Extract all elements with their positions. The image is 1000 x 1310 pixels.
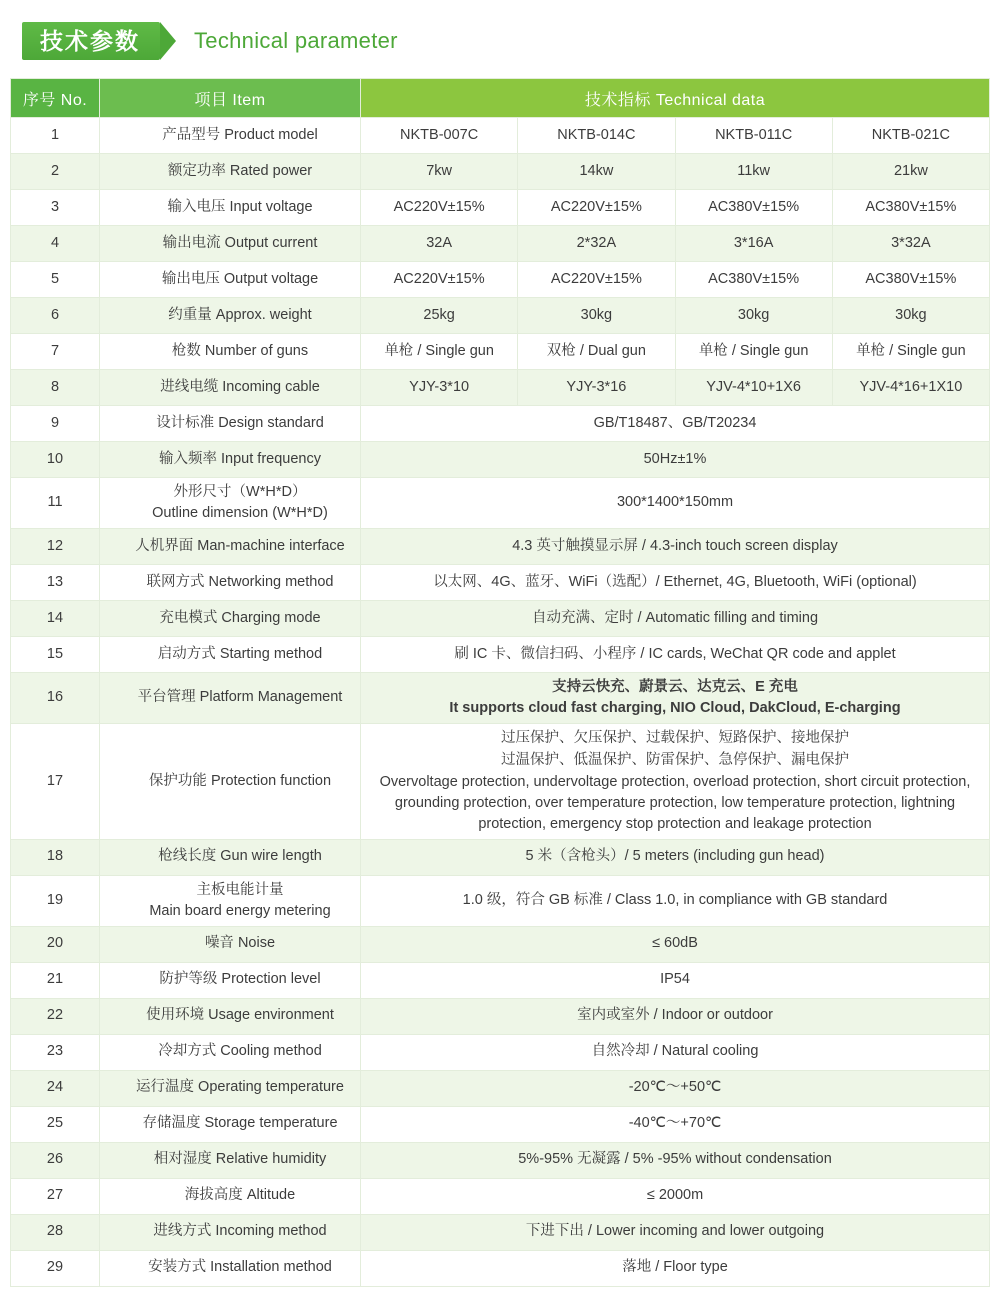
table-row — [11, 1250, 990, 1286]
cell-item — [100, 875, 361, 926]
cell-value: 自然冷却 / Natural cooling — [361, 1034, 990, 1070]
cell-value: NKTB-021C — [832, 118, 989, 154]
cell-value: 11kw — [675, 154, 832, 190]
cell-item: 枪数 Number of guns — [100, 334, 361, 370]
table-body — [11, 118, 990, 1287]
cell-item: 输入电压 Input voltage — [100, 190, 361, 226]
cell-item-line: Main board energy metering — [149, 902, 331, 919]
table-row — [11, 1214, 990, 1250]
cell-item: 输入频率 Input frequency — [100, 442, 361, 478]
table-row — [11, 190, 990, 226]
cell-value — [361, 724, 990, 840]
cell-item: 使用环境 Usage environment — [100, 998, 361, 1034]
table-row — [11, 226, 990, 262]
page-header — [10, 0, 990, 70]
cell-no: 1 — [11, 118, 100, 154]
cell-no: 12 — [11, 529, 100, 565]
cell-item: 约重量 Approx. weight — [100, 298, 361, 334]
cell-no: 14 — [11, 601, 100, 637]
cell-value: 3*32A — [832, 226, 989, 262]
table-row — [11, 118, 990, 154]
cell-value: 30kg — [675, 298, 832, 334]
cell-item: 充电模式 Charging mode — [100, 601, 361, 637]
cell-value-line: Overvoltage protection, undervoltage protection, overload protection, short circuit protection, — [379, 773, 971, 790]
cell-no: 24 — [11, 1070, 100, 1106]
cell-value-line: protection, emergency stop protection and leakage protection — [478, 815, 872, 832]
cell-value: 5 米（含枪头）/ 5 meters (including gun head) — [361, 839, 990, 875]
table-row — [11, 601, 990, 637]
cell-value: AC220V±15% — [518, 190, 675, 226]
cell-value: 3*16A — [675, 226, 832, 262]
cell-value: 300*1400*150mm — [361, 478, 990, 529]
cell-value: 1.0 级，符合 GB 标准 / Class 1.0, in compliance with GB standard — [361, 875, 990, 926]
cell-no: 28 — [11, 1214, 100, 1250]
cell-value: NKTB-007C — [361, 118, 518, 154]
cell-no: 26 — [11, 1142, 100, 1178]
table-header — [11, 79, 990, 118]
table-row — [11, 478, 990, 529]
cell-item: 存储温度 Storage temperature — [100, 1106, 361, 1142]
cell-item: 平台管理 Platform Management — [100, 673, 361, 724]
cell-item: 人机界面 Man-machine interface — [100, 529, 361, 565]
cell-value: AC220V±15% — [518, 262, 675, 298]
cell-value: 双枪 / Dual gun — [518, 334, 675, 370]
cell-value: IP54 — [361, 962, 990, 998]
table-row — [11, 298, 990, 334]
cell-item: 安装方式 Installation method — [100, 1250, 361, 1286]
cell-value: 25kg — [361, 298, 518, 334]
cell-item: 进线电缆 Incoming cable — [100, 370, 361, 406]
cell-no: 2 — [11, 154, 100, 190]
cell-no: 29 — [11, 1250, 100, 1286]
cell-item-line: Outline dimension (W*H*D) — [152, 505, 328, 522]
cell-item — [100, 478, 361, 529]
table-row — [11, 673, 990, 724]
cell-no: 10 — [11, 442, 100, 478]
cell-no: 20 — [11, 926, 100, 962]
cell-value-line: 支持云快充、蔚景云、达克云、E 充电 — [552, 679, 798, 696]
cell-no: 4 — [11, 226, 100, 262]
cell-value: 刷 IC 卡、微信扫码、小程序 / IC cards, WeChat QR code and applet — [361, 637, 990, 673]
cell-value: 30kg — [518, 298, 675, 334]
cell-item: 设计标准 Design standard — [100, 406, 361, 442]
cell-no: 25 — [11, 1106, 100, 1142]
cell-value: 2*32A — [518, 226, 675, 262]
cell-no: 21 — [11, 962, 100, 998]
cell-item: 输出电压 Output voltage — [100, 262, 361, 298]
cell-value: 落地 / Floor type — [361, 1250, 990, 1286]
cell-no: 6 — [11, 298, 100, 334]
cell-value-line: 过温保护、低温保护、防雷保护、急停保护、漏电保护 — [501, 751, 849, 768]
cell-value: 下进下出 / Lower incoming and lower outgoing — [361, 1214, 990, 1250]
cell-item-line: 主板电能计量 — [196, 881, 284, 898]
cell-item-line: 外形尺寸（W*H*D） — [173, 484, 307, 500]
cell-value: YJV-4*10+1X6 — [675, 370, 832, 406]
cell-value: AC220V±15% — [361, 190, 518, 226]
cell-value: 21kw — [832, 154, 989, 190]
cell-value-line: It supports cloud fast charging, NIO Cloud, DakCloud, E-charging — [449, 700, 901, 717]
cell-no: 19 — [11, 875, 100, 926]
cell-value: 50Hz±1% — [361, 442, 990, 478]
cell-value: AC380V±15% — [832, 262, 989, 298]
cell-no: 5 — [11, 262, 100, 298]
cell-value: NKTB-014C — [518, 118, 675, 154]
cell-value: ≤ 2000m — [361, 1178, 990, 1214]
cell-value: 单枪 / Single gun — [832, 334, 989, 370]
table-row — [11, 724, 990, 840]
table-row — [11, 1142, 990, 1178]
table-row — [11, 1106, 990, 1142]
cell-value: 7kw — [361, 154, 518, 190]
cell-no: 15 — [11, 637, 100, 673]
cell-item: 输出电流 Output current — [100, 226, 361, 262]
cell-value: 32A — [361, 226, 518, 262]
cell-value: 5%-95% 无凝露 / 5% -95% without condensation — [361, 1142, 990, 1178]
cell-item: 进线方式 Incoming method — [100, 1214, 361, 1250]
table-row — [11, 442, 990, 478]
cell-value: -20℃～+50℃ — [361, 1070, 990, 1106]
cell-no: 3 — [11, 190, 100, 226]
cell-value-line: grounding protection, over temperature protection, low temperature protection, lightning — [394, 794, 956, 811]
cell-no: 23 — [11, 1034, 100, 1070]
cell-item: 防护等级 Protection level — [100, 962, 361, 998]
column-header-item: 项目 Item — [100, 79, 361, 118]
cell-value: AC380V±15% — [675, 190, 832, 226]
cell-value: 室内或室外 / Indoor or outdoor — [361, 998, 990, 1034]
cell-value: 单枪 / Single gun — [361, 334, 518, 370]
cell-value: 以太网、4G、蓝牙、WiFi（选配）/ Ethernet, 4G, Bluetooth, WiFi (optional) — [361, 565, 990, 601]
cell-no: 16 — [11, 673, 100, 724]
cell-no: 13 — [11, 565, 100, 601]
table-row — [11, 1178, 990, 1214]
table-row — [11, 962, 990, 998]
table-row — [11, 262, 990, 298]
cell-item: 冷却方式 Cooling method — [100, 1034, 361, 1070]
cell-no: 11 — [11, 478, 100, 529]
cell-no: 9 — [11, 406, 100, 442]
cell-value: NKTB-011C — [675, 118, 832, 154]
cell-value: AC380V±15% — [675, 262, 832, 298]
table-row — [11, 406, 990, 442]
cell-value: 30kg — [832, 298, 989, 334]
cell-no: 18 — [11, 839, 100, 875]
cell-item: 噪音 Noise — [100, 926, 361, 962]
table-row — [11, 839, 990, 875]
cell-value: AC220V±15% — [361, 262, 518, 298]
cell-item: 枪线长度 Gun wire length — [100, 839, 361, 875]
cell-item: 保护功能 Protection function — [100, 724, 361, 840]
cell-no: 22 — [11, 998, 100, 1034]
table-row — [11, 529, 990, 565]
table-row — [11, 1070, 990, 1106]
cell-value: GB/T18487、GB/T20234 — [361, 406, 990, 442]
cell-value: AC380V±15% — [832, 190, 989, 226]
cell-value — [361, 673, 990, 724]
table-row — [11, 998, 990, 1034]
cell-no: 8 — [11, 370, 100, 406]
table-row — [11, 565, 990, 601]
cell-value: YJV-4*16+1X10 — [832, 370, 989, 406]
table-row — [11, 1034, 990, 1070]
cell-value: 14kw — [518, 154, 675, 190]
cell-value: 单枪 / Single gun — [675, 334, 832, 370]
cell-no: 17 — [11, 724, 100, 840]
table-header-row — [11, 79, 990, 118]
cell-no: 7 — [11, 334, 100, 370]
cell-value: -40℃～+70℃ — [361, 1106, 990, 1142]
cell-value: YJY-3*16 — [518, 370, 675, 406]
table-row — [11, 637, 990, 673]
table-row — [11, 334, 990, 370]
cell-item: 产品型号 Product model — [100, 118, 361, 154]
cell-value: 4.3 英寸触摸显示屏 / 4.3-inch touch screen display — [361, 529, 990, 565]
cell-item: 运行温度 Operating temperature — [100, 1070, 361, 1106]
cell-value-line: 过压保护、欠压保护、过载保护、短路保护、接地保护 — [501, 730, 849, 747]
page-title-cn: 技术参数 — [22, 22, 160, 60]
table-row — [11, 370, 990, 406]
cell-value: 自动充满、定时 / Automatic filling and timing — [361, 601, 990, 637]
table-row — [11, 926, 990, 962]
cell-value: YJY-3*10 — [361, 370, 518, 406]
cell-value: ≤ 60dB — [361, 926, 990, 962]
column-header-no: 序号 No. — [11, 79, 100, 118]
cell-item: 相对湿度 Relative humidity — [100, 1142, 361, 1178]
cell-item: 海拔高度 Altitude — [100, 1178, 361, 1214]
table-row — [11, 875, 990, 926]
column-header-data: 技术指标 Technical data — [361, 79, 990, 118]
cell-no: 27 — [11, 1178, 100, 1214]
cell-item: 联网方式 Networking method — [100, 565, 361, 601]
cell-item: 额定功率 Rated power — [100, 154, 361, 190]
technical-parameter-table — [10, 78, 990, 1287]
cell-item: 启动方式 Starting method — [100, 637, 361, 673]
table-row — [11, 154, 990, 190]
page-title-en: Technical parameter — [194, 28, 398, 53]
